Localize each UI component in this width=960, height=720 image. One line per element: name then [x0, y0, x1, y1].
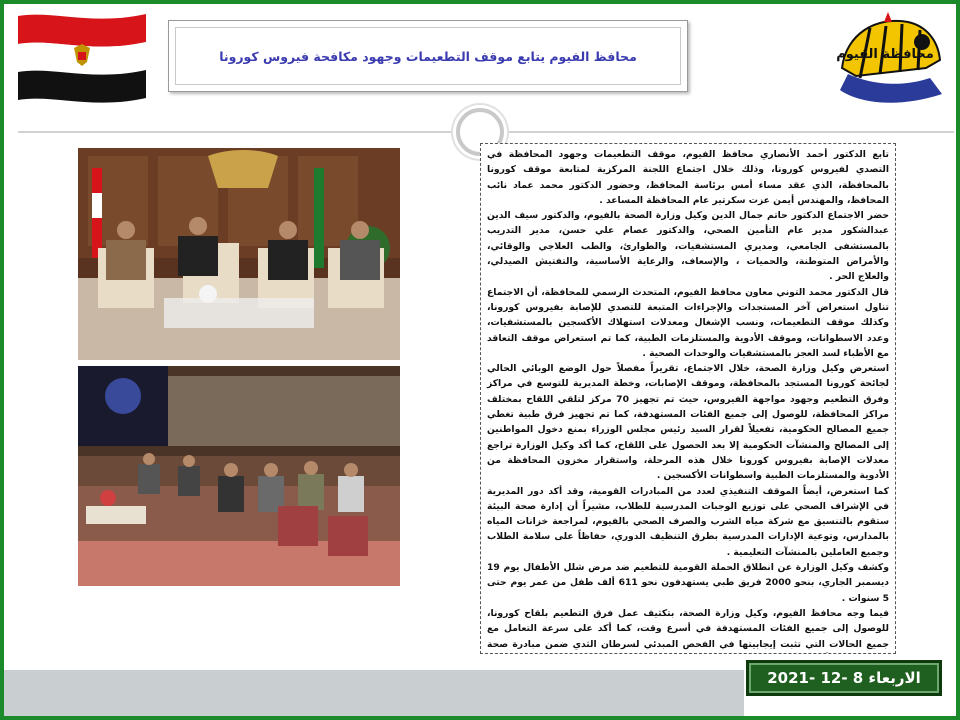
article-body	[480, 143, 896, 654]
audience-photo	[78, 366, 400, 586]
article-paragraph: تابع الدكتور أحمد الأنصاري محافظ الفيوم، موقف التطعيمات وجهود المحافظة في التصدي لفيروس كورونا، وذلك خلال اجتماع اللجنة المركزية لمتابعة موقف كورونا بالمحافظة، الذي عقد مساء أمس برئاسة المحافظ، وحضور الدكتور محمد عماد نائب المحافظ، والمهندس أيمن عزت سكرتير عام المحافظة المساعد .	[487, 149, 889, 206]
footer-band	[4, 670, 744, 716]
egypt-flag-image	[12, 8, 152, 106]
article-paragraph: قال الدكتور محمد التوني معاون محافظ الفيوم، المتحدث الرسمي للمحافظة، أن الاجتماع تناول استعراض آخر المستجدات والإجراءات المتبعة للتصدي للإصابة بفيروس كورونا، وكذلك موقف التطعيمات، ونسب الإشغال ومعدلات استهلاك الأكسجين بالمستشفيات، وعدد الاسطوانات، وموقف الأدوية والمستلزمات الطبية، كما تم استعراض موقف التعاقد مع الأطباء لسد العجز بالمستشفيات والوحدات الصحية .	[487, 286, 889, 359]
date-label: الاربعاء 8 -12 -2021	[746, 660, 942, 696]
page-title: محافظ الفيوم يتابع موقف التطعيمات وجهود مكافحة فيروس كورونا	[219, 48, 637, 64]
article-paragraph: استعرض وكيل وزارة الصحة، خلال الاجتماع، تقريراً مفصلاً حول الوضع الوبائي الحالي لجائحة كورونا المستجد بالمحافظة، وموقف الإصابات، وخطة المديرية للتوسع في مراكز وفرق التطعيم وجهود مواجهة الفيروس، حيث تم تجهيز 70 مركز لتلقي اللقاح بمختلف مراكز المحافظة، للوصول إلى جميع الفئات المستهدفة، كما تم تجهيز فرق طبية تغطي جميع المصالح الحكومية، تفعيلاً لقرار السيد رئيس مجلس الوزراء بمنع دخول المواطنين إلى المصالح والمنشآت الحكومية إلا بعد الحصول على اللقاح، كما أكد وكيل الوزارة تراجع معدلات الإصابة بفيروس كورونا خلال هذه المرحلة، واستقرار مخزون المحافظة من الأدوية والمستلزمات الطبية واسطوانات الأكسجين .	[487, 363, 889, 482]
article-paragraph: كما استعرض، أيضاً الموقف التنفيذي لعدد من المبادرات القومية، وقد أكد دور المديرية في الإشراف الصحي على توزيع الوجبات المدرسية للطلاب، مشيراً أن إدارة صحة البيئة ستقوم بالتنسيق مع شركة مياه الشرب والصرف الصحي بالفيوم، لمراجعة خزانات المياه بالمدارس، وتوعية الإدارات المدرسية بطرق التنظيف الدوري، حفاظاً على سلامة الطلاب وجميع العاملين بالمنشآت التعليمية .	[487, 485, 889, 558]
article-paragraph: فيما وجه محافظ الفيوم، وكيل وزارة الصحة، بتكثيف عمل فرق التطعيم بلقاح كورونا، للوصول إلى جميع الفئات المستهدفة في أسرع وقت، كما أكد على سرعة التعامل مع جميع الحالات التي تثبت إيجابيتها في الفحص المبدئي لسرطان الثدي ضمن مبادرة صحة	[487, 607, 889, 650]
meeting-panel-photo	[78, 148, 400, 360]
fayoum-governorate-logo	[830, 8, 948, 112]
title-box	[168, 20, 688, 92]
article-paragraph: وكشف وكيل الوزارة عن انطلاق الحملة القومية للتطعيم ضد مرض شلل الأطفال يوم 19 ديسمبر الجاري، بنحو 2000 فريق طبي يستهدفون نحو 611 ألف طفل من عمر يوم حتى 5 سنوات .	[487, 562, 890, 604]
article-paragraph: حضر الاجتماع الدكتور حاتم جمال الدين وكيل وزارة الصحة بالفيوم، والدكتور سيف الدين عبدالشكور مدير عام التأمين الصحي، والدكتور عصام علي حسن، مدير التدريب بالمستشفى الجامعي، ومديري المستشفيات، والطوارئ، والطب العلاجي والوقائي، والأمراض المتوطنة، والحميات ، والإسعاف، والرعاية الأساسية، والتفتيش الصيدلي، والعلاج الحر .	[487, 210, 889, 283]
svg-text:محافظة الفيوم: محافظة الفيوم	[836, 47, 934, 62]
